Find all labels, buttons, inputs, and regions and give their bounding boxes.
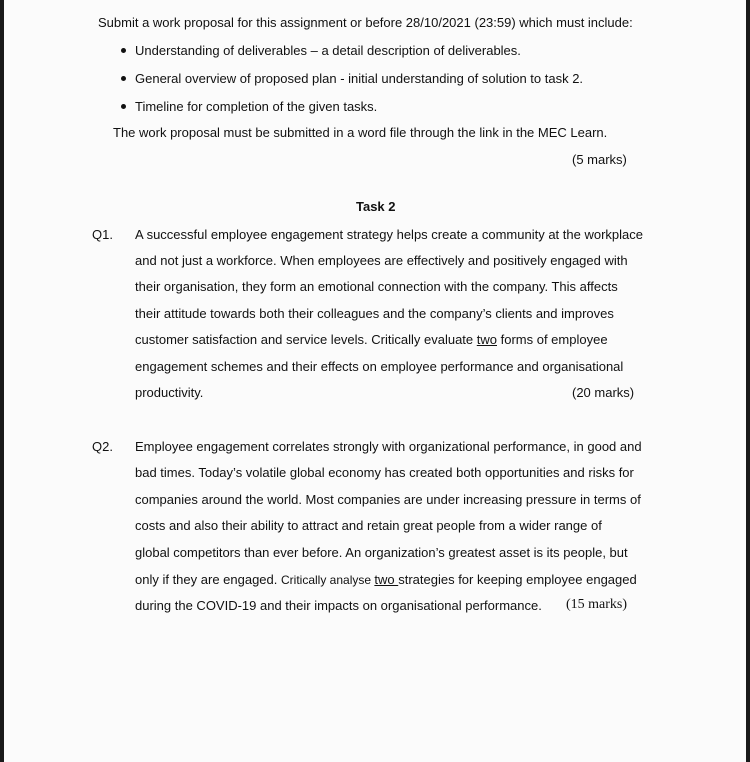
q1-text: forms of employee xyxy=(497,332,608,347)
question-number: Q2. xyxy=(92,439,113,454)
q2-text: strategies for keeping employee engaged xyxy=(398,572,637,587)
q1-line: their attitude towards both their colleagues and the company’s clients and improves xyxy=(135,306,614,321)
bullet-item: General overview of proposed plan - initial understanding of solution to task 2. xyxy=(135,71,584,86)
q2-underlined-word: two xyxy=(374,572,399,587)
q1-line: productivity. xyxy=(135,385,204,400)
q1-line: and not just a workforce. When employees are effectively and positively engaged with xyxy=(135,253,628,268)
bullet-item: Understanding of deliverables – a detail description of deliverables. xyxy=(135,43,521,58)
q1-line: engagement schemes and their effects on employee performance and organisational xyxy=(135,359,624,374)
document-page xyxy=(4,0,746,762)
bullet-dot xyxy=(121,104,126,109)
q2-text-small: Critically analyse xyxy=(281,573,375,587)
q2-line: costs and also their ability to attract and retain great people from a wider range of xyxy=(135,518,602,533)
submission-note: The work proposal must be submitted in a word file through the link in the MEC Learn. xyxy=(113,125,608,140)
q1-underlined-word: two xyxy=(476,332,497,347)
submit-instruction: Submit a work proposal for this assignment or before 28/10/2021 (23:59) which must include: xyxy=(98,15,633,30)
q2-line xyxy=(135,572,637,588)
q1-line: A successful employee engagement strategy helps create a community at the workplace xyxy=(135,227,643,242)
q2-line: global competitors than ever before. An organization’s greatest asset is its people, but xyxy=(135,545,628,560)
question-number: Q1. xyxy=(92,227,113,242)
q2-line: bad times. Today’s volatile global economy has created both opportunities and risks for xyxy=(135,465,634,480)
bullet-dot xyxy=(121,76,126,81)
q2-line: companies around the world. Most companies are under increasing pressure in terms of xyxy=(135,492,641,507)
q2-text: only if they are engaged. xyxy=(135,572,281,587)
bullet-item: Timeline for completion of the given tasks. xyxy=(135,99,378,114)
q1-text: customer satisfaction and service levels. Critically evaluate xyxy=(135,332,477,347)
q1-line: their organisation, they form an emotional connection with the company. This affects xyxy=(135,279,618,294)
q2-line: Employee engagement correlates strongly with organizational performance, in good and xyxy=(135,439,642,454)
bullet-dot xyxy=(121,48,126,53)
q2-marks: (15 marks) xyxy=(566,597,628,612)
q2-line: during the COVID-19 and their impacts on organisational performance. xyxy=(135,598,542,613)
proposal-marks: (5 marks) xyxy=(572,152,627,167)
q1-marks: (20 marks) xyxy=(572,385,635,400)
q1-line xyxy=(135,332,608,348)
task-heading: Task 2 xyxy=(356,199,396,214)
